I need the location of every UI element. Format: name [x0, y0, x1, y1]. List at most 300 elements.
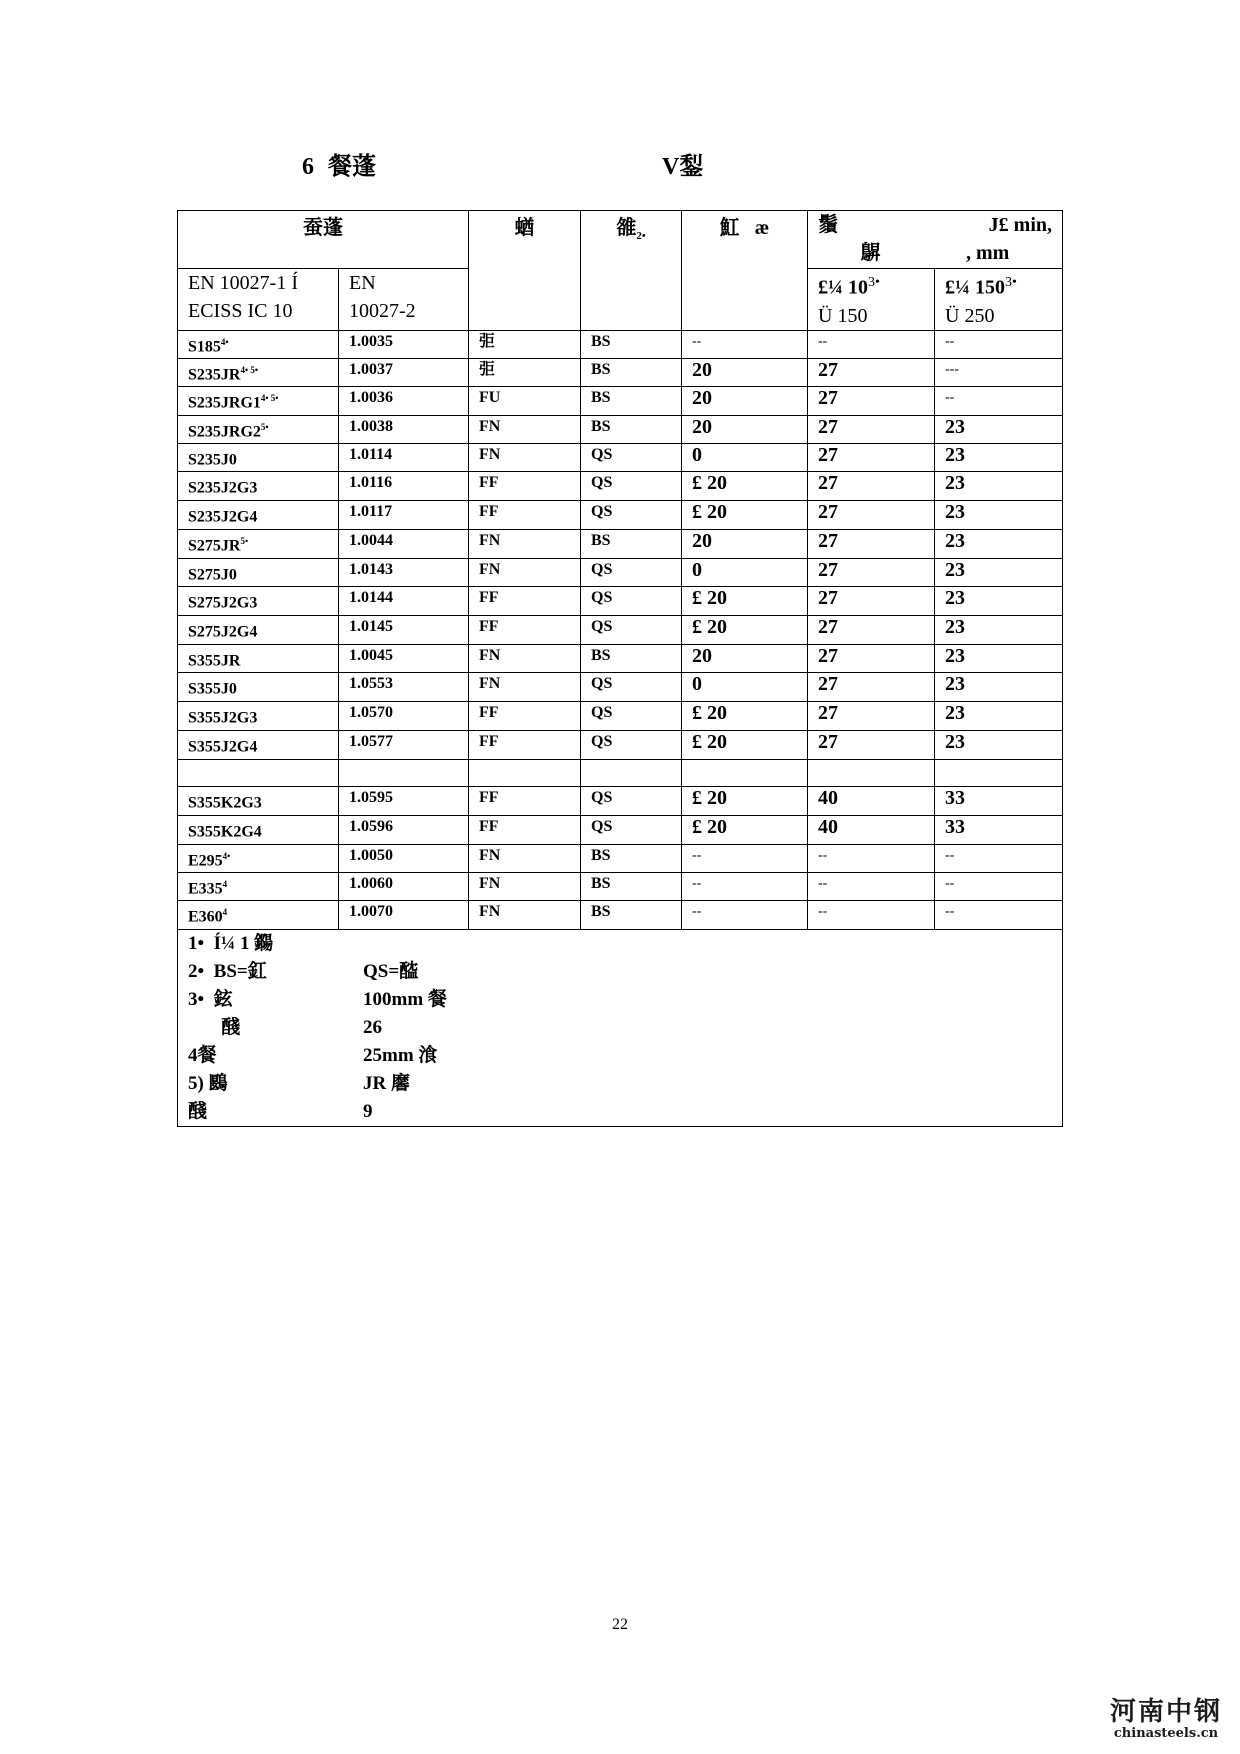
- number-cell: [339, 415, 469, 443]
- class-cell: [581, 759, 682, 786]
- temp-cell-text: 20: [692, 387, 712, 410]
- grade-cell: [178, 730, 339, 759]
- impact-1-cell: [808, 730, 935, 759]
- number-cell-text: 1.0036: [349, 389, 393, 407]
- impact-2-cell: [935, 615, 1063, 644]
- impact-1-cell-text: 27: [818, 644, 838, 667]
- range2-line1: £¼ 150: [945, 276, 1005, 299]
- class-cell-text: BS: [591, 903, 611, 921]
- class-cell: [581, 615, 682, 644]
- impact-1-cell-text: 27: [818, 673, 838, 696]
- impact-2-cell: [935, 644, 1063, 672]
- impact-1-cell: [808, 872, 935, 900]
- number-cell: [339, 701, 469, 730]
- grade-footnote-mark: 4• 5•: [240, 364, 259, 375]
- range1-line1: £¼ 10: [818, 276, 868, 299]
- number-cell-text: 1.0144: [349, 588, 393, 606]
- table-row: [178, 673, 1063, 701]
- impact-1-cell-text: 40: [818, 786, 838, 809]
- impact-2-cell-text: 23: [945, 673, 965, 696]
- temp-cell: [682, 872, 808, 900]
- impact-1-cell: [808, 815, 935, 844]
- temp-cell: [682, 443, 808, 471]
- number-cell: [339, 844, 469, 872]
- temperature-header: [682, 211, 808, 331]
- deox-cell: [469, 472, 581, 501]
- class-cell: [581, 844, 682, 872]
- class-cell-text: BS: [591, 646, 611, 664]
- grade-cell-text: E335: [188, 880, 223, 898]
- number-cell: [339, 872, 469, 900]
- impact-1-cell: [808, 901, 935, 929]
- page-number: 22: [612, 1616, 628, 1633]
- class-header-sub: 2•: [636, 230, 646, 242]
- table-row: [178, 586, 1063, 615]
- table-row: [178, 730, 1063, 759]
- grade-cell: [178, 586, 339, 615]
- table-row: [178, 901, 1063, 929]
- number-cell-text: 1.0037: [349, 360, 393, 378]
- class-cell-text: BS: [591, 874, 611, 892]
- number-cell-text: 1.0570: [349, 703, 393, 721]
- class-cell-text: BS: [591, 846, 611, 864]
- grade-cell: [178, 644, 339, 672]
- number-cell: [339, 472, 469, 501]
- temp-cell-text: 0: [692, 443, 702, 466]
- class-cell: [581, 415, 682, 443]
- impact-2-cell: [935, 415, 1063, 443]
- impact-2-cell: [935, 701, 1063, 730]
- temp-cell: [682, 330, 808, 358]
- impact-2-cell: [935, 872, 1063, 900]
- impact-2-cell-text: 23: [945, 443, 965, 466]
- thickness-range-2-header: [935, 269, 1063, 331]
- grade-cell: [178, 330, 339, 358]
- number-cell-text: 1.0045: [349, 646, 393, 664]
- class-cell: [581, 673, 682, 701]
- temp-cell: [682, 730, 808, 759]
- impact-1-cell-text: 27: [818, 586, 838, 609]
- impact-1-cell: [808, 443, 935, 471]
- impact-2-cell: [935, 443, 1063, 471]
- number-cell-text: 1.0050: [349, 846, 393, 864]
- en10027-1-header: [178, 269, 339, 331]
- grade-cell: [178, 387, 339, 415]
- class-header-label: 雒: [616, 217, 637, 239]
- impact-1-cell-text: 27: [818, 701, 838, 724]
- class-cell-text: BS: [591, 389, 611, 407]
- impact-2-cell-text: 23: [945, 530, 965, 553]
- grade-cell: [178, 615, 339, 644]
- class-cell: [581, 786, 682, 815]
- temp-cell: [682, 759, 808, 786]
- grade-cell-text: S235J2G4: [188, 508, 258, 526]
- number-cell: [339, 615, 469, 644]
- grade-cell-text: E295: [188, 851, 223, 869]
- class-cell: [581, 330, 682, 358]
- impact-1-cell: [808, 415, 935, 443]
- number-cell: [339, 730, 469, 759]
- deox-cell-text: FN: [479, 675, 501, 693]
- section-heading-right: V鋫: [662, 154, 704, 180]
- deox-cell-text: FU: [479, 389, 501, 407]
- class-cell: [581, 558, 682, 586]
- table-row: [178, 415, 1063, 443]
- temp-cell-text: 20: [692, 644, 712, 667]
- en10027-1-header-line1: EN 10027-1 Í: [188, 272, 298, 294]
- number-cell-text: 1.0070: [349, 903, 393, 921]
- grade-cell: [178, 501, 339, 530]
- deox-cell: [469, 730, 581, 759]
- grade-cell-text: S185: [188, 337, 221, 355]
- grade-cell: [178, 901, 339, 929]
- deox-cell-text: 弡: [479, 332, 496, 350]
- impact-1-cell-text: 40: [818, 815, 838, 838]
- impact-1-cell: [808, 501, 935, 530]
- table-row: [178, 472, 1063, 501]
- impact-1-cell-text: 27: [818, 387, 838, 410]
- grade-cell-text: S355K2G3: [188, 793, 262, 811]
- grade-footnote-mark: 4: [222, 878, 228, 889]
- temp-cell-text: 0: [692, 558, 702, 581]
- number-cell: [339, 759, 469, 786]
- impact-2-cell: [935, 330, 1063, 358]
- note-text-b: JR 黁: [363, 1072, 410, 1094]
- class-cell: [581, 443, 682, 471]
- table-row: [178, 330, 1063, 358]
- deox-cell-text: FF: [479, 732, 499, 750]
- temp-cell-text: £ 20: [692, 615, 727, 638]
- deox-cell: [469, 901, 581, 929]
- deox-cell-text: FF: [479, 503, 499, 521]
- impact-1-cell-text: 27: [818, 615, 838, 638]
- number-cell-text: 1.0116: [349, 474, 393, 492]
- table-row: [178, 615, 1063, 644]
- class-cell-text: BS: [591, 532, 611, 550]
- temperature-header-label: 魟: [719, 217, 740, 239]
- number-cell-text: 1.0114: [349, 445, 393, 463]
- notes-row: [178, 929, 1063, 1126]
- grade-cell-text: S235J0: [188, 451, 237, 469]
- impact-2-cell: [935, 501, 1063, 530]
- grade-cell: [178, 530, 339, 558]
- deox-cell: [469, 615, 581, 644]
- impact-1-cell: [808, 586, 935, 615]
- range2-line2: Ü 250: [945, 304, 995, 327]
- note-text-a: 4餐: [188, 1044, 217, 1066]
- impact-2-cell: [935, 358, 1063, 386]
- deox-cell-text: FN: [479, 560, 501, 578]
- table-row: [178, 815, 1063, 844]
- impact-2-cell-text: 23: [945, 730, 965, 753]
- class-header: [581, 211, 682, 331]
- impact-2-cell: [935, 387, 1063, 415]
- header-row-1: [178, 211, 1063, 269]
- temp-cell: [682, 844, 808, 872]
- grade-cell-text: S355JR: [188, 652, 241, 670]
- number-cell-text: 1.0553: [349, 675, 393, 693]
- impact-2-cell: [935, 586, 1063, 615]
- grade-footnote-mark: 4: [222, 907, 228, 918]
- deox-cell-text: FN: [479, 846, 501, 864]
- note-text-a: 3• 鉉: [188, 988, 233, 1010]
- impact-2-cell: [935, 472, 1063, 501]
- impact-2-cell-text: 23: [945, 586, 965, 609]
- note-text-b: 9: [363, 1100, 373, 1122]
- section-number: 6: [302, 154, 314, 180]
- table-row: [178, 786, 1063, 815]
- class-cell: [581, 644, 682, 672]
- deox-cell-text: FF: [479, 588, 499, 606]
- impact-2-cell-text: --: [945, 904, 955, 920]
- impact-2-cell-text: --: [945, 875, 955, 891]
- temp-cell: [682, 786, 808, 815]
- note-line: [188, 1014, 1052, 1042]
- range1-sup: 3•: [868, 275, 880, 290]
- grade-cell-text: E360: [188, 908, 223, 926]
- temp-cell-text: --: [692, 333, 702, 349]
- number-cell: [339, 786, 469, 815]
- number-cell: [339, 387, 469, 415]
- grade-footnote-mark: 4•: [222, 850, 231, 861]
- temp-cell: [682, 586, 808, 615]
- number-cell-text: 1.0060: [349, 874, 393, 892]
- impact-2-cell-text: --: [945, 847, 955, 863]
- note-text-a: 5) 鶠: [188, 1072, 228, 1094]
- number-cell: [339, 901, 469, 929]
- impact-2-cell-text: 23: [945, 558, 965, 581]
- deox-cell-text: 弡: [479, 360, 496, 378]
- table-row: [178, 501, 1063, 530]
- temp-cell: [682, 530, 808, 558]
- deox-cell-text: FF: [479, 788, 499, 806]
- temp-cell: [682, 501, 808, 530]
- temp-cell-text: £ 20: [692, 472, 727, 495]
- impact-2-cell-text: 33: [945, 786, 965, 809]
- range2-sup: 3•: [1005, 275, 1017, 290]
- note-text-b: 25mm 湌: [363, 1044, 438, 1066]
- deox-cell: [469, 443, 581, 471]
- impact-1-cell-text: 27: [818, 530, 838, 553]
- note-line: [188, 1042, 1052, 1070]
- logo-domain-text: chinasteels.cn: [1113, 1726, 1219, 1741]
- table-row: [178, 872, 1063, 900]
- grade-cell-text: S235JRG2: [188, 422, 261, 440]
- number-cell: [339, 530, 469, 558]
- deox-cell-text: FN: [479, 903, 501, 921]
- class-cell: [581, 701, 682, 730]
- grade-cell: [178, 786, 339, 815]
- deox-cell: [469, 330, 581, 358]
- deox-cell-text: FF: [479, 703, 499, 721]
- temp-cell-text: £ 20: [692, 786, 727, 809]
- impact-header-right-2: , mm: [965, 242, 1010, 264]
- temp-cell: [682, 472, 808, 501]
- deox-cell-text: FF: [479, 617, 499, 635]
- note-text-a: 1• Í¼ 1 鐊: [188, 932, 274, 954]
- impact-1-cell-text: 27: [818, 472, 838, 495]
- impact-1-cell: [808, 844, 935, 872]
- thickness-range-1-header: [808, 269, 935, 331]
- grade-cell-text: S235J2G3: [188, 479, 258, 497]
- number-cell-text: 1.0117: [349, 503, 393, 521]
- impact-2-cell: [935, 815, 1063, 844]
- impact-1-cell: [808, 673, 935, 701]
- impact-2-cell: [935, 786, 1063, 815]
- impact-1-cell: [808, 530, 935, 558]
- number-cell: [339, 558, 469, 586]
- number-cell-text: 1.0577: [349, 732, 393, 750]
- temp-cell-text: 20: [692, 358, 712, 381]
- impact-1-cell-text: --: [818, 847, 828, 863]
- temp-cell: [682, 387, 808, 415]
- impact-1-cell: [808, 387, 935, 415]
- deox-cell: [469, 872, 581, 900]
- deox-cell: [469, 358, 581, 386]
- table-row: [178, 530, 1063, 558]
- temperature-header-suffix: æ: [754, 217, 770, 239]
- impact-1-cell-text: 27: [818, 358, 838, 381]
- deox-cell: [469, 673, 581, 701]
- impact-1-cell: [808, 615, 935, 644]
- impact-1-cell-text: 27: [818, 501, 838, 524]
- deox-cell: [469, 530, 581, 558]
- deox-cell: [469, 558, 581, 586]
- deox-cell-text: FN: [479, 532, 501, 550]
- class-cell-text: QS: [591, 703, 613, 721]
- impact-1-cell-text: --: [818, 875, 828, 891]
- temp-cell-text: 20: [692, 415, 712, 438]
- class-cell-text: QS: [591, 474, 613, 492]
- note-text-b: 26: [363, 1016, 382, 1038]
- note-line: [188, 986, 1052, 1014]
- section-heading-left: [302, 146, 390, 181]
- number-cell-text: 1.0038: [349, 417, 393, 435]
- number-cell: [339, 586, 469, 615]
- grade-cell: [178, 759, 339, 786]
- grade-cell-text: S355J2G4: [188, 737, 258, 755]
- class-cell: [581, 586, 682, 615]
- temp-cell: [682, 673, 808, 701]
- table-row: [178, 387, 1063, 415]
- grade-cell: [178, 844, 339, 872]
- temp-cell: [682, 701, 808, 730]
- class-cell-text: QS: [591, 732, 613, 750]
- number-cell-text: 1.0035: [349, 332, 393, 350]
- table-notes: [178, 929, 1063, 1126]
- number-cell-text: 1.0595: [349, 788, 393, 806]
- deoxidation-header: 蝤: [469, 211, 581, 331]
- impact-energy-header: [808, 211, 1063, 269]
- deox-cell: [469, 844, 581, 872]
- note-text-a: 醆: [188, 1100, 208, 1122]
- impact-2-cell-text: 23: [945, 415, 965, 438]
- impact-header-right-1: J£ min,: [988, 214, 1052, 236]
- grade-cell: [178, 872, 339, 900]
- grade-cell: [178, 415, 339, 443]
- impact-2-cell: [935, 844, 1063, 872]
- table-row: [178, 558, 1063, 586]
- en10027-1-header-line2: ECISS IC 10: [188, 300, 293, 322]
- en10027-2-header-line1: EN: [349, 272, 376, 294]
- impact-2-cell: [935, 901, 1063, 929]
- class-cell-text: QS: [591, 817, 613, 835]
- impact-1-cell: [808, 358, 935, 386]
- class-cell: [581, 530, 682, 558]
- class-cell-text: QS: [591, 617, 613, 635]
- impact-1-cell: [808, 558, 935, 586]
- impact-1-cell: [808, 701, 935, 730]
- number-cell-text: 1.0044: [349, 532, 393, 550]
- deox-cell: [469, 644, 581, 672]
- impact-2-cell-text: ---: [945, 361, 959, 377]
- class-cell-text: BS: [591, 360, 611, 378]
- number-cell: [339, 443, 469, 471]
- section-title-left: 餐蓬: [328, 154, 376, 180]
- number-cell: [339, 330, 469, 358]
- en10027-2-header: [339, 269, 469, 331]
- table-row: [178, 443, 1063, 471]
- table-row: [178, 358, 1063, 386]
- deox-cell: [469, 759, 581, 786]
- temp-cell: [682, 815, 808, 844]
- impact-2-cell: [935, 673, 1063, 701]
- number-cell: [339, 644, 469, 672]
- class-cell-text: QS: [591, 788, 613, 806]
- impact-1-cell-text: 27: [818, 558, 838, 581]
- temp-cell-text: --: [692, 904, 702, 920]
- impact-2-cell-text: --: [945, 390, 955, 406]
- number-cell: [339, 815, 469, 844]
- table-row: [178, 844, 1063, 872]
- impact-header-left-1: 鬚: [818, 214, 838, 236]
- class-cell-text: QS: [591, 560, 613, 578]
- impact-2-cell-text: 23: [945, 501, 965, 524]
- temp-cell-text: --: [692, 847, 702, 863]
- impact-1-cell-text: --: [818, 333, 828, 349]
- impact-2-cell: [935, 759, 1063, 786]
- impact-1-cell: [808, 644, 935, 672]
- temp-cell: [682, 615, 808, 644]
- impact-1-cell-text: 27: [818, 730, 838, 753]
- deox-cell: [469, 586, 581, 615]
- temp-cell-text: 0: [692, 673, 702, 696]
- grade-cell-text: S235JRG1: [188, 394, 261, 412]
- impact-1-cell: [808, 759, 935, 786]
- grade-cell-text: S275J2G4: [188, 623, 258, 641]
- impact-1-cell: [808, 330, 935, 358]
- class-cell-text: QS: [591, 503, 613, 521]
- site-logo: [1110, 1699, 1222, 1740]
- en10027-2-header-line2: 10027-2: [349, 300, 416, 322]
- impact-1-cell: [808, 786, 935, 815]
- number-cell-text: 1.0596: [349, 817, 393, 835]
- deox-cell: [469, 501, 581, 530]
- impact-2-cell: [935, 530, 1063, 558]
- note-text-a: 2• BS=釭: [188, 960, 267, 982]
- note-line: [188, 930, 1052, 958]
- table-row: [178, 759, 1063, 786]
- grade-footnote-mark: 5•: [240, 536, 249, 547]
- grade-footnote-mark: 4•: [220, 336, 229, 347]
- deox-cell: [469, 786, 581, 815]
- deox-cell-text: FF: [479, 474, 499, 492]
- class-cell-text: BS: [591, 417, 611, 435]
- class-cell-text: QS: [591, 675, 613, 693]
- note-line: [188, 1070, 1052, 1098]
- grade-cell: [178, 815, 339, 844]
- grade-cell-text: S275J2G3: [188, 594, 258, 612]
